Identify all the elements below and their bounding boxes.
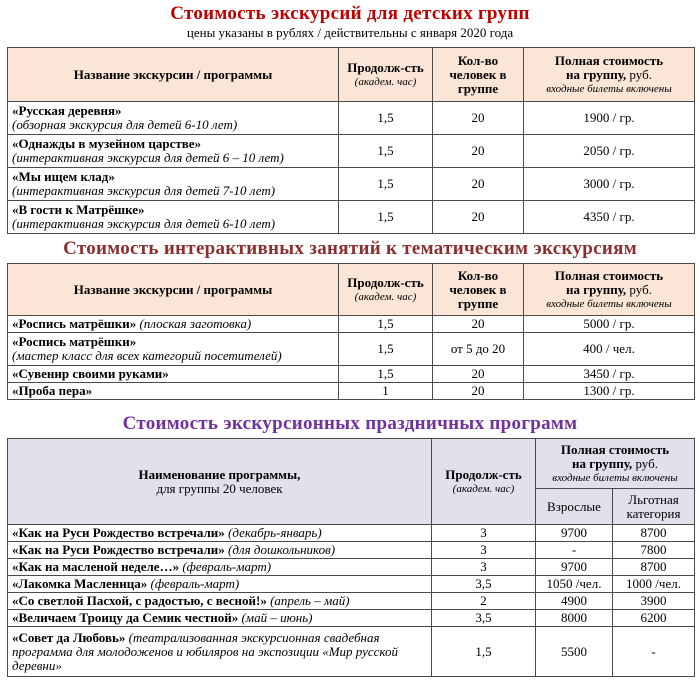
header-price: Полная стоимость на группу, руб. входные билеты включены [536,439,695,489]
table-row: «Мы ищем клад» (интерактивная экскурсия для детей 7-10 лет) 1,5 20 3000 / гр. [8,168,695,201]
header-people: Кол-во человек в группе [433,264,524,316]
table-row: «Сувенир своими руками» 1,5 20 3450 / гр. [8,366,695,383]
header-adults: Взрослые [536,489,613,525]
header-duration: Продолж-сть (академ. час) [432,439,536,525]
table-row: «Проба пера» 1 20 1300 / гр. [8,383,695,400]
table-children-excursions [7,47,695,234]
table-row: «Как на Руси Рождество встречали» (для дошкольников) 3 - 7800 [8,542,695,559]
table-row: «Величаем Троицу да Семик честной» (май – июнь) 3,5 8000 6200 [8,610,695,627]
header-name: Название экскурсии / программы [8,48,339,102]
header-name: Наименование программы, для группы 20 человек [8,439,432,525]
header-duration: Продолж-сть (академ. час) [339,264,433,316]
table-row: «Со светлой Пасхой, с радостью, с весной!» (апрель – май) 2 4900 3900 [8,593,695,610]
header-duration: Продолж-сть (академ. час) [339,48,433,102]
table-row: «Лакомка Масленица» (февраль-март) 3,5 1050 /чел. 1000 /чел. [8,576,695,593]
header-price: Полная стоимость на группу, руб. входные билеты включены [524,264,695,316]
table-row: «Как на Руси Рождество встречали» (декабрь-январь) 3 9700 8700 [8,525,695,542]
section3-title: Стоимость экскурсионных праздничных программ [122,413,578,434]
table-row: «Роспись матрёшки» (мастер класс для всех категорий посетителей) 1,5 от 5 до 20 400 / чел. [8,333,695,366]
table-row: «Русская деревня» (обзорная экскурсия для детей 6-10 лет) 1,5 20 1900 / гр. [8,102,695,135]
header-people: Кол-во человек в группе [433,48,524,102]
table-row: «Как на масленой неделе…» (февраль-март) 3 9700 8700 [8,559,695,576]
header-name: Название экскурсии / программы [8,264,339,316]
section2-title: Стоимость интерактивных занятий к тематическим экскурсиям [63,238,637,259]
header-price: Полная стоимость на группу, руб. входные билеты включены [524,48,695,102]
table-holiday-programs [7,438,695,677]
table-interactive-lessons [7,263,695,400]
table-row: «Роспись матрёшки» (плоская заготовка) 1,5 20 5000 / гр. [8,316,695,333]
table-row: «Однажды в музейном царстве» (интерактивная экскурсия для детей 6 – 10 лет) 1,5 20 2050 / гр. [8,135,695,168]
section1-title: Стоимость экскурсий для детских групп [170,3,530,24]
header-reduced: Льготная категория [613,489,695,525]
section1-subtitle: цены указаны в рублях / действительны с января 2020 года [186,25,514,40]
table-row: «Совет да Любовь» (театрализованная экскурсионная свадебная программа для молодоженов и юбиляров на экспозиции «Мир русской деревни» 1,5 5500 - [8,627,695,677]
table-row: «В гости к Матрёшке» (интерактивная экскурсия для детей 6-10 лет) 1,5 20 4350 / гр. [8,201,695,234]
